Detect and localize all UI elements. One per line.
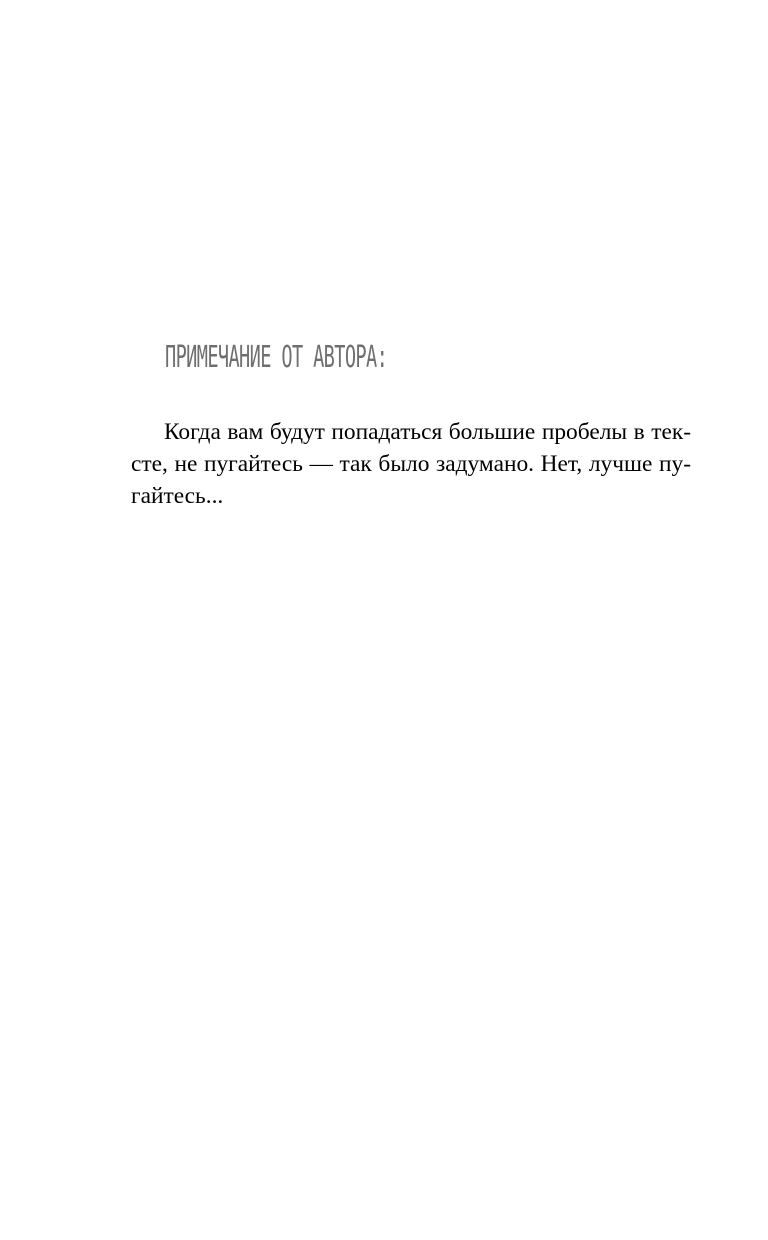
page-heading: ПРИМЕЧАНИЕ ОТ АВТОРА:: [165, 340, 388, 375]
author-note-paragraph: [131, 416, 691, 512]
paragraph-line-1: Когда вам будут попадаться большие пробелы в тек-: [164, 419, 691, 445]
paragraph-line-3: гайтесь...: [131, 483, 224, 509]
paragraph-line-2: сте, не пугайтесь — так было задумано. Нет, лучше пу-: [131, 451, 691, 477]
